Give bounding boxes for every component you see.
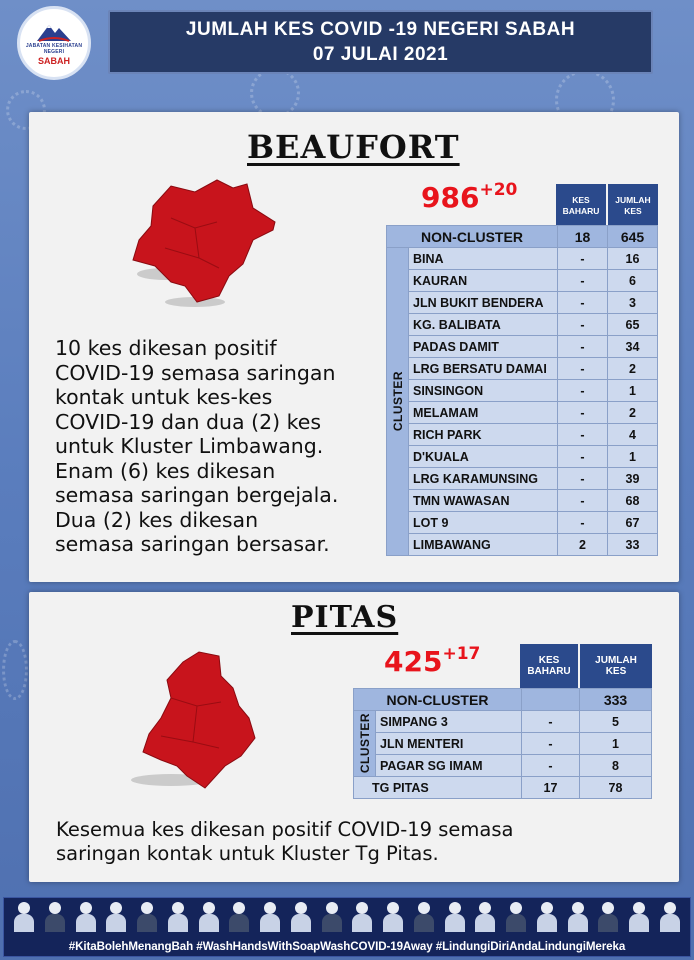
noncluster-new: 18 [558, 226, 608, 248]
person-icon [566, 902, 590, 932]
virus-decoration [250, 68, 300, 118]
noncluster-new [522, 689, 580, 711]
person-icon [227, 902, 251, 932]
person-icon [535, 902, 559, 932]
cluster-total: 1 [580, 733, 652, 755]
cluster-name: LRG BERSATU DAMAI [409, 358, 558, 380]
cluster-name: KAURAN [409, 270, 558, 292]
col-header-total: JUMLAH KES [580, 644, 652, 688]
person-icon [443, 902, 467, 932]
cluster-total: 68 [608, 490, 658, 512]
new-cases-value: +17 [442, 644, 481, 664]
cluster-name: SIMPANG 3 [376, 711, 522, 733]
table-row [387, 248, 658, 270]
beaufort-map-icon [125, 178, 285, 313]
cluster-name: TMN WAWASAN [409, 490, 558, 512]
cluster-new: - [522, 755, 580, 777]
table-row [387, 402, 658, 424]
logo [17, 6, 91, 80]
person-icon [473, 902, 497, 932]
person-icon [258, 902, 282, 932]
cluster-name: MELAMAM [409, 402, 558, 424]
cluster-name: LRG KARAMUNSING [409, 468, 558, 490]
person-icon [43, 902, 67, 932]
logo-name: SABAH [37, 55, 70, 66]
table-row [387, 512, 658, 534]
table-row [387, 270, 658, 292]
description-line: Enam (6) kes dikesan [55, 458, 276, 483]
description-line: COVID-19 dan dua (2) kes [55, 409, 322, 434]
page-date: 07 JULAI 2021 [312, 43, 449, 65]
cluster-new: 2 [558, 534, 608, 556]
person-icon [12, 902, 36, 932]
description-line: 10 kes dikesan positif [55, 336, 277, 360]
table-row [387, 490, 658, 512]
cluster-new: - [558, 336, 608, 358]
cluster-new: - [558, 446, 608, 468]
cluster-new: - [558, 358, 608, 380]
noncluster-label: NON-CLUSTER [387, 226, 558, 248]
table-row [387, 468, 658, 490]
cluster-label: CLUSTER [390, 371, 405, 432]
mountain-icon [37, 21, 71, 43]
description-line: untuk Kluster Limbawang. [55, 434, 324, 458]
table-row [387, 292, 658, 314]
person-icon [627, 902, 651, 932]
cluster-label: CLUSTER [357, 713, 372, 774]
person-icon [166, 902, 190, 932]
page-title: JUMLAH KES COVID -19 NEGERI SABAH [185, 18, 576, 40]
cluster-name: PAGAR SG IMAM [376, 755, 522, 777]
table-row [387, 446, 658, 468]
total-cases [384, 644, 480, 678]
cluster-total: 1 [608, 446, 658, 468]
cluster-total: 8 [580, 755, 652, 777]
description-line: COVID-19 semasa saringan [55, 360, 336, 385]
table-row [387, 358, 658, 380]
col-header-new: KES BAHARU [556, 184, 606, 228]
cluster-total: 4 [608, 424, 658, 446]
person-icon [412, 902, 436, 932]
cluster-name: PADAS DAMIT [409, 336, 558, 358]
cluster-new: - [558, 402, 608, 424]
district-title: BEAUFORT [247, 128, 460, 166]
total-value: 986 [421, 181, 480, 214]
beaufort-table [386, 225, 658, 556]
description-line: Kesemua kes dikesan positif COVID-19 semasa [56, 818, 514, 841]
logo-org: JABATAN KESIHATAN NEGERI [25, 42, 83, 55]
cluster-total: 34 [608, 336, 658, 358]
cluster-name: LOT 9 [409, 512, 558, 534]
cluster-new: - [558, 270, 608, 292]
cluster-name: D'KUALA [409, 446, 558, 468]
cluster-name: JLN BUKIT BENDERA [409, 292, 558, 314]
table-row [354, 755, 652, 777]
cluster-new: - [558, 424, 608, 446]
table-row [387, 314, 658, 336]
noncluster-row [387, 226, 658, 248]
cluster-new: - [558, 490, 608, 512]
cluster-total: 16 [608, 248, 658, 270]
total-value: 425 [384, 645, 443, 678]
col-header-total: JUMLAH KES [608, 184, 658, 228]
cluster-total: 2 [608, 402, 658, 424]
beaufort-description [55, 336, 385, 557]
cluster-total: 33 [608, 534, 658, 556]
cluster-new: - [522, 711, 580, 733]
description-line: Dua (2) kes dikesan [55, 507, 259, 532]
cluster-new: - [522, 733, 580, 755]
cluster-total: 1 [608, 380, 658, 402]
table-row [354, 777, 652, 799]
cluster-name: KG. BALIBATA [409, 314, 558, 336]
district-title: PITAS [291, 600, 399, 635]
person-icon [381, 902, 405, 932]
description-line: semasa saringan bersasar. [55, 532, 330, 556]
pitas-map-icon [121, 648, 271, 798]
cluster-total: 39 [608, 468, 658, 490]
pitas-panel [29, 592, 679, 882]
cluster-total: 67 [608, 512, 658, 534]
beaufort-panel [29, 112, 679, 582]
page-header [108, 10, 653, 74]
hashtags: #KitaBolehMenangBah #WashHandsWithSoapWashCOVID-19Away #LindungiDiriAndaLindungiMereka [68, 940, 626, 953]
table-row [387, 380, 658, 402]
col-header-new: KES BAHARU [520, 644, 578, 688]
cluster-side-label [387, 248, 409, 556]
person-icon [320, 902, 344, 932]
cluster-name: TG PITAS [354, 777, 522, 799]
cluster-new: - [558, 380, 608, 402]
cluster-total: 3 [608, 292, 658, 314]
frontliner-figures [12, 902, 682, 932]
person-icon [658, 902, 682, 932]
footer-banner [3, 897, 691, 957]
description-line: semasa saringan bergejala. [55, 483, 339, 507]
new-cases-value: +20 [479, 180, 518, 200]
person-icon [504, 902, 528, 932]
person-icon [74, 902, 98, 932]
description-line: kontak untuk kes-kes [55, 385, 273, 409]
cluster-side-label [354, 711, 376, 777]
person-icon [350, 902, 374, 932]
cluster-name: RICH PARK [409, 424, 558, 446]
cluster-name: SINSINGON [409, 380, 558, 402]
cluster-new: - [558, 314, 608, 336]
cluster-name: JLN MENTERI [376, 733, 522, 755]
person-icon [289, 902, 313, 932]
cluster-total: 78 [580, 777, 652, 799]
cluster-new: - [558, 248, 608, 270]
person-icon [104, 902, 128, 932]
cluster-new: - [558, 468, 608, 490]
table-row [387, 534, 658, 556]
cluster-total: 65 [608, 314, 658, 336]
cluster-new: - [558, 512, 608, 534]
person-icon [596, 902, 620, 932]
cluster-total: 6 [608, 270, 658, 292]
noncluster-label: NON-CLUSTER [354, 689, 522, 711]
person-icon [135, 902, 159, 932]
description-line: saringan kontak untuk Kluster Tg Pitas. [56, 842, 439, 865]
noncluster-total: 333 [580, 689, 652, 711]
table-row [354, 733, 652, 755]
noncluster-total: 645 [608, 226, 658, 248]
table-row [354, 711, 652, 733]
pitas-table [353, 688, 652, 799]
pitas-description [56, 818, 656, 866]
cluster-new: - [558, 292, 608, 314]
total-cases [421, 180, 517, 214]
table-row [387, 424, 658, 446]
cluster-new: 17 [522, 777, 580, 799]
person-icon [197, 902, 221, 932]
cluster-name: LIMBAWANG [409, 534, 558, 556]
cluster-name: BINA [409, 248, 558, 270]
cluster-total: 5 [580, 711, 652, 733]
table-row [387, 336, 658, 358]
cluster-total: 2 [608, 358, 658, 380]
virus-decoration [2, 640, 28, 700]
noncluster-row [354, 689, 652, 711]
